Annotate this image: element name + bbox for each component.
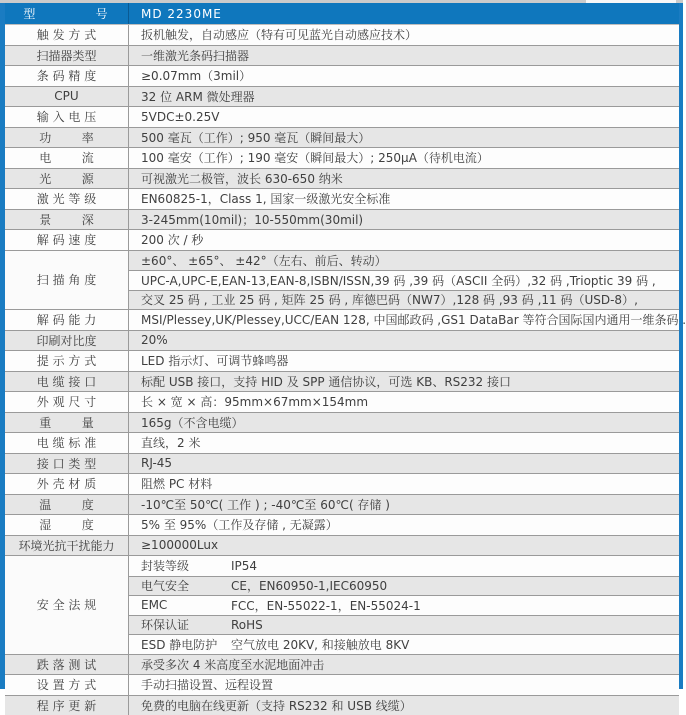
row-value-line: ≥100000Lux [129,536,679,556]
table-row [5,555,679,654]
spec-rows [5,24,679,715]
row-label: 光 源 [5,169,129,189]
sub-spec-label: 环保认证 [141,616,231,633]
row-value-line: 32 位 ARM 微处理器 [129,87,679,107]
table-row [5,24,679,45]
row-value-column [129,556,679,654]
row-value-column [129,107,679,127]
table-row [5,371,679,392]
row-value-line: 阻燃 PC 材料 [129,474,679,494]
row-label: 重 量 [5,413,129,433]
row-label: 程 序 更 新 [5,696,129,715]
row-value-column [129,87,679,107]
row-value-column [129,372,679,392]
table-row [5,654,679,675]
table-row [5,473,679,494]
row-value-line [129,615,679,635]
row-label: 景 深 [5,210,129,230]
row-value-line: 5VDC±0.25V [129,107,679,127]
row-label: 电 缆 标 准 [5,433,129,453]
row-value-line: 可视激光二极管，波长 630-650 纳米 [129,169,679,189]
row-label: 功 率 [5,128,129,148]
row-value-column [129,696,679,715]
row-label: 印刷对比度 [5,331,129,351]
row-value-column [129,169,679,189]
row-value-column [129,230,679,250]
model-number: MD 2230ME [129,3,679,24]
table-row [5,45,679,66]
row-value-line: ≥0.07mm（3mil） [129,66,679,86]
table-row [5,412,679,433]
row-value-line: MSI/Plessey,UK/Plessey,UCC/EAN 128, 中国邮政码 ,GS1 DataBar 等符合国际国内通用一维条码 . [129,310,679,330]
table-row [5,250,679,310]
row-value-column [129,536,679,556]
row-label: 设 置 方 式 [5,675,129,695]
row-label: CPU [5,87,129,107]
row-label: 扫描器类型 [5,46,129,66]
sub-spec-value: RoHS [231,618,679,632]
row-label: 接 口 类 型 [5,454,129,474]
model-header-label: 型 号 [5,3,129,24]
row-value-column [129,25,679,45]
row-value-line: 20% [129,331,679,351]
row-label: 温 度 [5,495,129,515]
row-value-line: 一维激光条码扫描器 [129,46,679,66]
row-value-column [129,46,679,66]
row-label: 电 流 [5,148,129,168]
table-row [5,127,679,148]
page-top-strip [0,0,683,3]
table-row [5,209,679,230]
row-label: 输 入 电 压 [5,107,129,127]
row-value-column [129,351,679,371]
row-value-column [129,655,679,675]
sub-spec-value: CE，EN60950-1,IEC60950 [231,577,679,594]
row-value-line: UPC-A,UPC-E,EAN-13,EAN-8,ISBN/ISSN,39 码 ,39 码（ASCII 全码）,32 码 ,Trioptic 39 码 , [129,270,679,290]
row-value-line: 5% 至 95%（工作及存储 , 无凝露） [129,515,679,535]
row-value-line: 标配 USB 接口，支持 HID 及 SPP 通信协议，可选 KB、RS232 接口 [129,372,679,392]
row-label: 环境光抗干扰能力 [5,536,129,556]
row-value-column [129,189,679,209]
table-row [5,229,679,250]
row-label: 触 发 方 式 [5,25,129,45]
sub-spec-value: IP54 [231,559,679,573]
sub-spec-value: FCC，EN-55022-1，EN-55024-1 [231,597,679,614]
table-row [5,391,679,412]
row-value-column [129,392,679,412]
row-value-line: 免费的电脑在线更新（支持 RS232 和 USB 线缆） [129,696,679,715]
row-value-line [129,556,679,576]
row-value-column [129,413,679,433]
row-label: 安 全 法 规 [5,556,129,654]
row-value-line: EN60825-1，Class 1, 国家一级激光安全标准 [129,189,679,209]
row-value-line: -10℃至 50℃( 工作 ) ; -40℃至 60℃( 存储 ) [129,495,679,515]
row-label: 解 码 速 度 [5,230,129,250]
row-label: 跌 落 测 试 [5,655,129,675]
row-label: 条 码 精 度 [5,66,129,86]
row-label: 电 缆 接 口 [5,372,129,392]
row-value-line: 交叉 25 码 , 工业 25 码 , 矩阵 25 码 , 库德巴码（NW7）,128 码 ,93 码 ,11 码（USD-8）, [129,290,679,310]
table-row [5,674,679,695]
table-row [5,330,679,351]
row-value-line: 直线，2 米 [129,433,679,453]
row-value-line: LED 指示灯、可调节蜂鸣器 [129,351,679,371]
row-value-line: 165g（不含电缆） [129,413,679,433]
row-value-column [129,515,679,535]
row-value-column [129,148,679,168]
row-value-line [129,576,679,596]
row-label: 外 壳 材 质 [5,474,129,494]
table-row [5,168,679,189]
row-value-column [129,433,679,453]
row-value-line: 100 毫安（工作）; 190 毫安（瞬间最大）; 250μA（待机电流） [129,148,679,168]
table-row [5,535,679,556]
table-row [5,494,679,515]
table-row [5,106,679,127]
row-value-line: ±60°、 ±65°、 ±42°（左右、前后、转动） [129,251,679,271]
row-value-column [129,310,679,330]
row-value-line: 长 × 宽 × 高：95mm×67mm×154mm [129,392,679,412]
row-value-line [129,595,679,615]
row-label: 扫 描 角 度 [5,251,129,310]
row-value-line: 200 次 / 秒 [129,230,679,250]
row-value-line: 500 毫瓦（工作）; 950 毫瓦（瞬间最大） [129,128,679,148]
sub-spec-label: EMC [141,598,231,612]
table-row [5,695,679,715]
table-row [5,350,679,371]
sub-spec-value: 空气放电 20KV, 和接触放电 8KV [231,636,679,653]
table-row [5,514,679,535]
top-strip-highlight [586,0,676,3]
row-value-line [129,634,679,654]
row-label: 激 光 等 级 [5,189,129,209]
row-value-column [129,331,679,351]
sub-spec-label: ESD 静电防护 [141,636,231,653]
table-row [5,147,679,168]
row-label: 提 示 方 式 [5,351,129,371]
table-row [5,65,679,86]
row-value-column [129,454,679,474]
table-row [5,188,679,209]
row-value-line: 承受多次 4 米高度至水泥地面冲击 [129,655,679,675]
row-label: 解 码 能 力 [5,310,129,330]
row-label: 湿 度 [5,515,129,535]
row-value-line: 扳机触发，自动感应（特有可见蓝光自动感应技术） [129,25,679,45]
spec-table [0,3,683,689]
row-value-column [129,495,679,515]
row-value-column [129,210,679,230]
row-value-line: RJ-45 [129,454,679,474]
row-label: 外 观 尺 寸 [5,392,129,412]
sub-spec-label: 封装等级 [141,557,231,574]
row-value-column [129,251,679,310]
sub-spec-label: 电气安全 [141,577,231,594]
table-row [5,86,679,107]
table-row [5,453,679,474]
table-header-row [5,3,679,24]
table-row [5,309,679,330]
row-value-column [129,474,679,494]
row-value-line: 3-245mm(10mil)；10-550mm(30mil) [129,210,679,230]
row-value-column [129,128,679,148]
row-value-line: 手动扫描设置、远程设置 [129,675,679,695]
row-value-column [129,675,679,695]
row-value-column [129,66,679,86]
table-row [5,432,679,453]
